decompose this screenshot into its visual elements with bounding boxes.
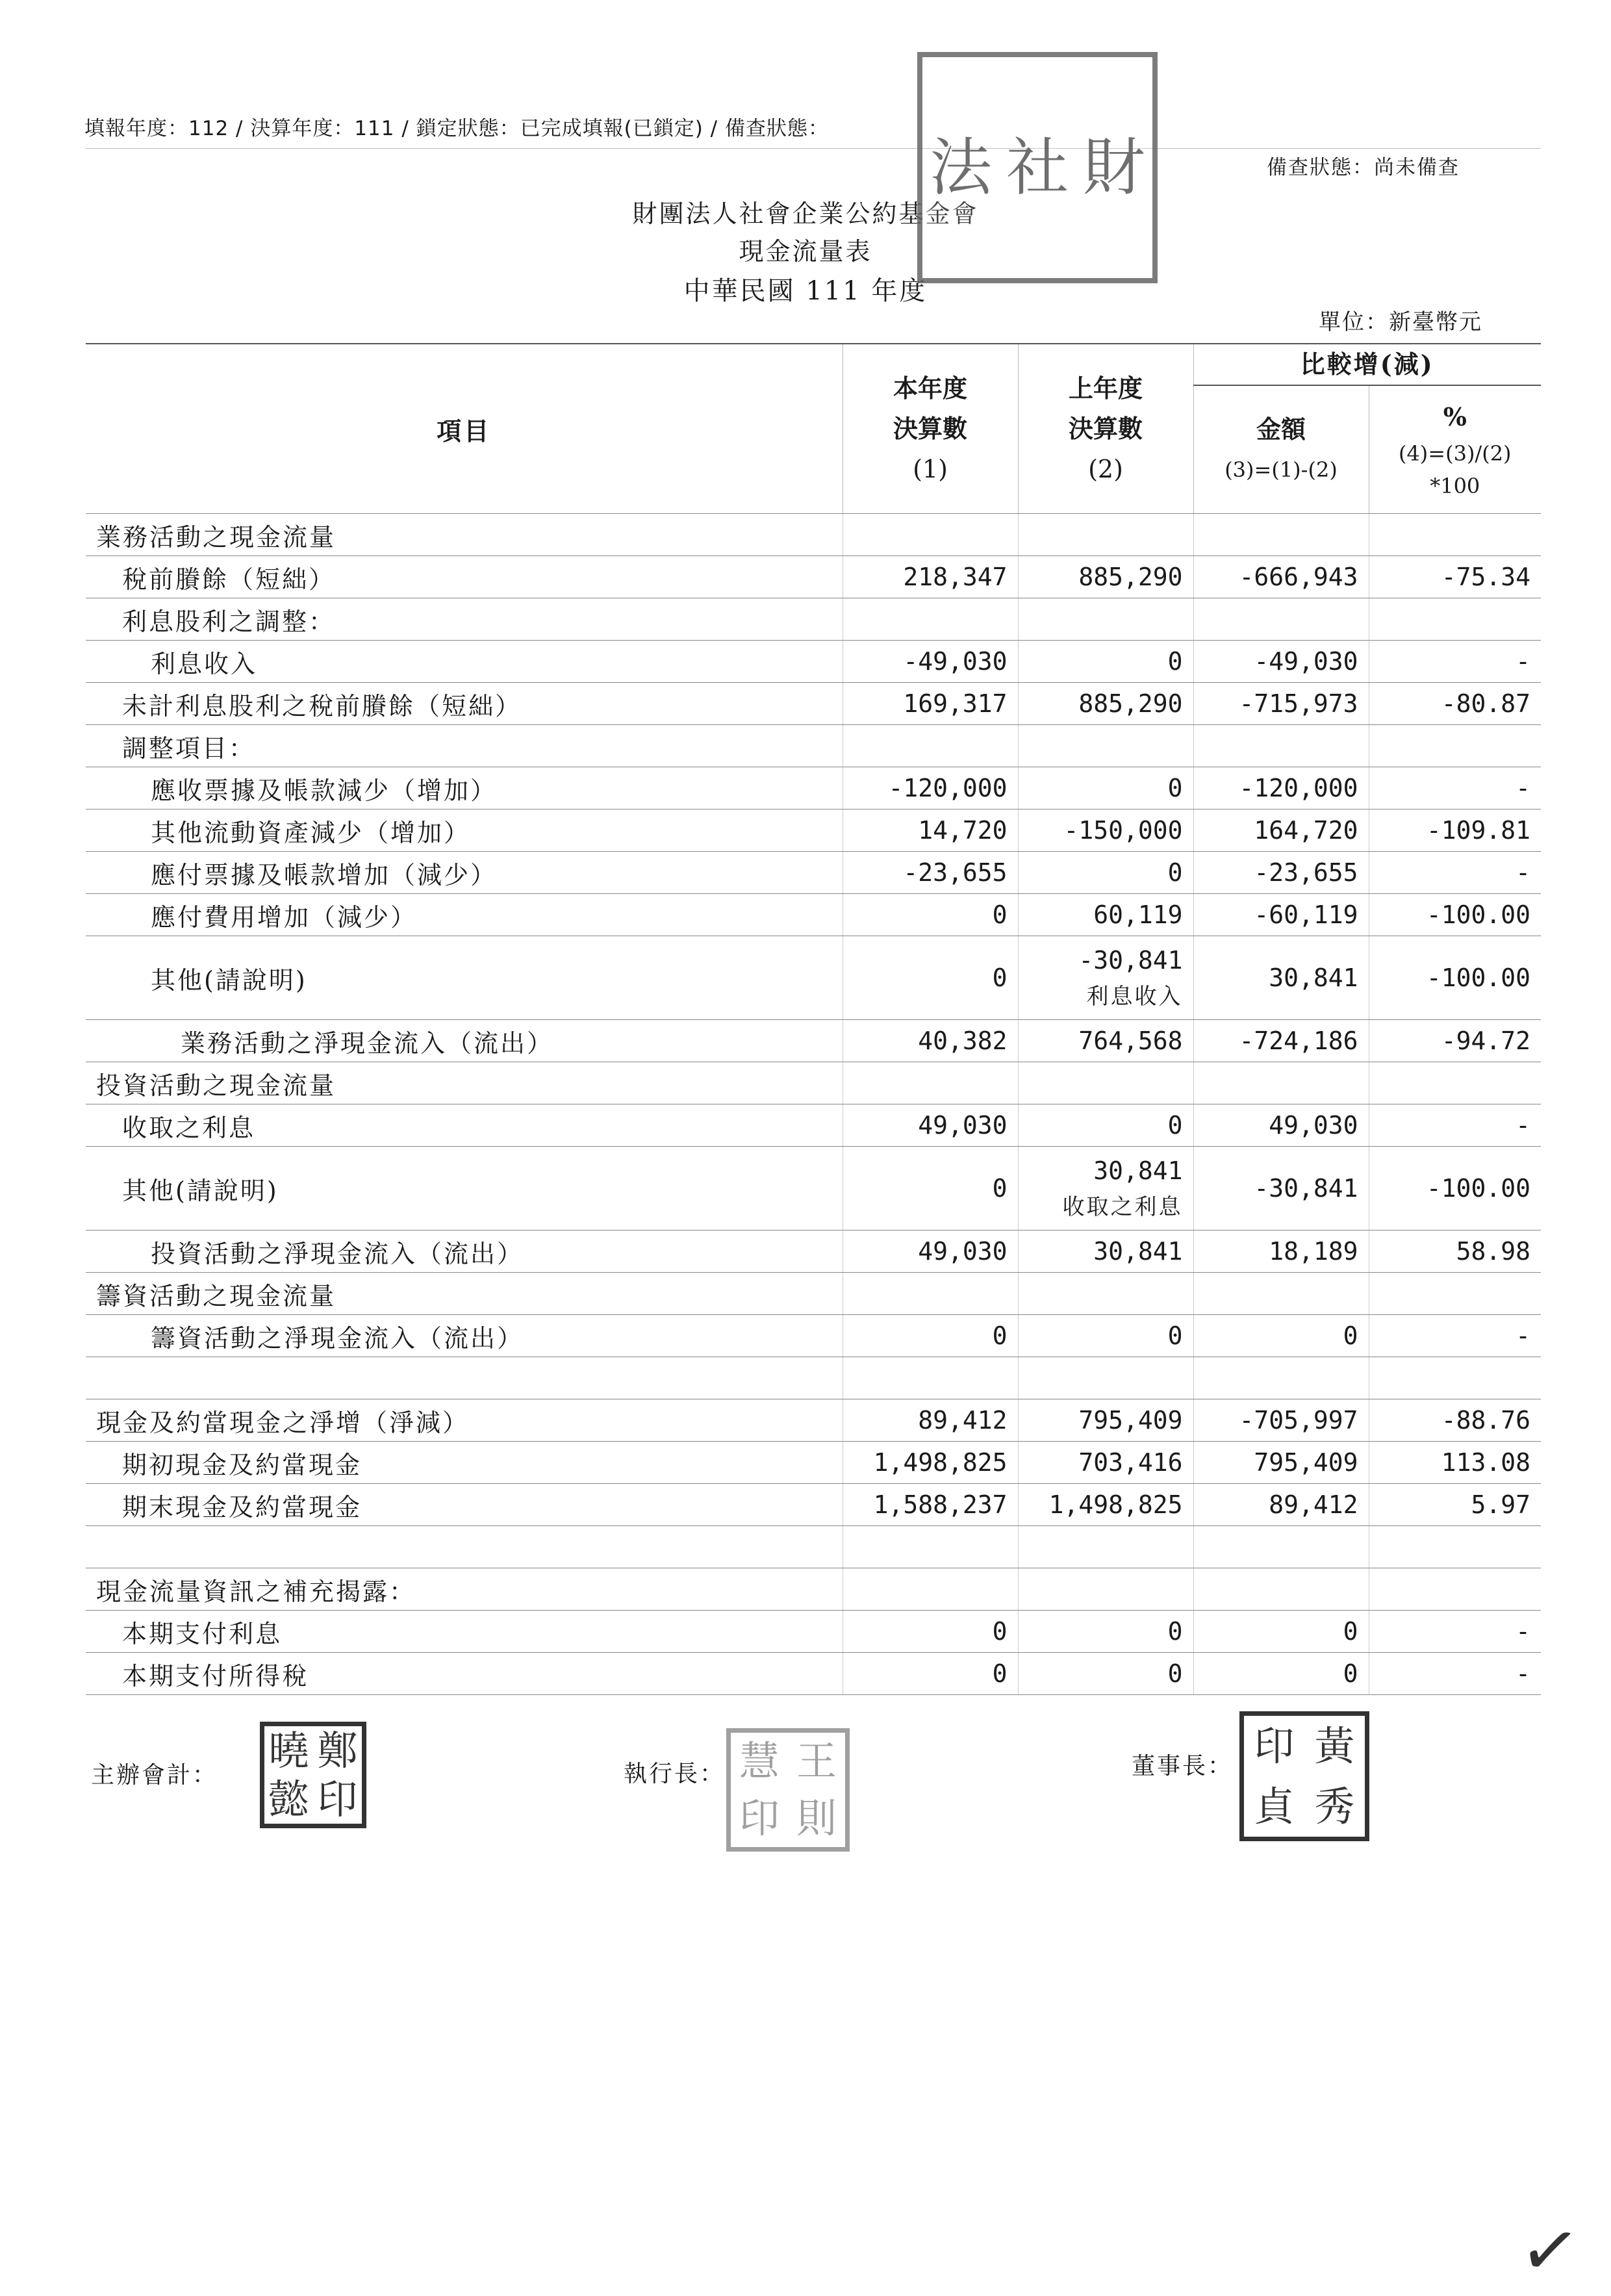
row-label: 本期支付利息: [86, 1611, 843, 1653]
table-row: [86, 852, 1541, 894]
table-row: [86, 936, 1541, 1020]
seal-char: 曉: [268, 1726, 309, 1774]
cell-prior: [1018, 1020, 1193, 1062]
cell-current: 89,412: [843, 1399, 1018, 1442]
row-label: 應付票據及帳款增加（減少）: [86, 852, 843, 894]
cell-current: [843, 1357, 1018, 1399]
table-row: [86, 1020, 1541, 1062]
table-row: [86, 1526, 1541, 1568]
cell-current: 49,030: [843, 1104, 1018, 1147]
cell-prior: [1018, 852, 1193, 894]
row-label: 利息收入: [86, 641, 843, 683]
cell-percent: -80.87: [1369, 683, 1541, 725]
cell-percent: [1369, 1357, 1541, 1399]
cell-current: -120,000: [843, 767, 1018, 810]
frame-top-line: [86, 148, 1541, 149]
row-label: 期初現金及約當現金: [86, 1442, 843, 1484]
cell-prior: [1018, 936, 1193, 1020]
col-header-compare: 比較增(減): [1193, 344, 1541, 385]
ceo-label: 執行長：: [624, 1761, 726, 1787]
cell-amount: -724,186: [1193, 1020, 1369, 1062]
cell-prior: [1018, 1062, 1193, 1104]
cell-amount: [1193, 1526, 1369, 1568]
cell-percent: -: [1369, 1315, 1541, 1357]
report-title: 現金流量表: [739, 237, 872, 266]
chairman-seal: [1239, 1711, 1369, 1841]
cell-current: [843, 1526, 1018, 1568]
cell-current: 169,317: [843, 683, 1018, 725]
table-row: [86, 641, 1541, 683]
table-row: [86, 514, 1541, 556]
col-header-amount: [1193, 385, 1369, 514]
col-pct-line3: *100: [1430, 474, 1480, 498]
col-header-item: 項目: [86, 344, 843, 514]
cell-prior: [1018, 1653, 1193, 1695]
cell-prior-value: 0: [1167, 1659, 1183, 1688]
cell-prior-value: 0: [1167, 1321, 1183, 1350]
row-label: 投資活動之淨現金流入（流出）: [86, 1231, 843, 1273]
ceo-seal: [726, 1728, 850, 1852]
cell-percent: -: [1369, 1104, 1541, 1147]
cell-amount: [1193, 1568, 1369, 1611]
cell-percent: -100.00: [1369, 936, 1541, 1020]
cell-percent: [1369, 598, 1541, 641]
cell-prior: [1018, 514, 1193, 556]
cell-amount: 0: [1193, 1315, 1369, 1357]
accountant-label: 主辦會計：: [91, 1762, 218, 1789]
cell-prior: [1018, 810, 1193, 852]
cell-amount: 49,030: [1193, 1104, 1369, 1147]
cell-prior: [1018, 1526, 1193, 1568]
cell-current: 14,720: [843, 810, 1018, 852]
cell-current: 0: [843, 1147, 1018, 1231]
cell-prior-value: 703,416: [1078, 1448, 1183, 1477]
row-label: 其他(請說明): [86, 936, 843, 1020]
cell-percent: 113.08: [1369, 1442, 1541, 1484]
cell-percent: [1369, 725, 1541, 767]
review-status: 備查狀態：尚未備查: [1267, 156, 1460, 179]
cell-percent: -100.00: [1369, 1147, 1541, 1231]
seal-char: 秀: [1314, 1782, 1355, 1830]
foundation-seal-stamp: [917, 52, 1158, 283]
report-period: 中華民國 111 年度: [683, 276, 928, 306]
row-label: 其他(請說明): [86, 1147, 843, 1231]
cell-prior-value: 0: [1167, 858, 1183, 887]
table-row: [86, 1062, 1541, 1104]
cell-current: 0: [843, 936, 1018, 1020]
cell-percent: -100.00: [1369, 894, 1541, 936]
cell-current: [843, 1568, 1018, 1611]
seal-char: 慧: [739, 1737, 780, 1785]
table-row: [86, 683, 1541, 725]
col-header-percent: [1369, 385, 1541, 514]
cell-amount: [1193, 1062, 1369, 1104]
table-row: [86, 1104, 1541, 1147]
cell-prior-value: 0: [1167, 1617, 1183, 1646]
row-label: 本期支付所得稅: [86, 1653, 843, 1695]
cell-current: -49,030: [843, 641, 1018, 683]
table-row: [86, 1315, 1541, 1357]
row-label: [86, 1357, 843, 1399]
cell-amount: [1193, 598, 1369, 641]
table-row: [86, 767, 1541, 810]
cell-prior-value: 60,119: [1093, 900, 1183, 929]
cell-current: [843, 725, 1018, 767]
currency-unit: 單位：新臺幣元: [1319, 309, 1482, 335]
cell-prior: [1018, 1442, 1193, 1484]
cell-amount: 89,412: [1193, 1484, 1369, 1526]
cell-amount: [1193, 1273, 1369, 1315]
cell-prior-value: 0: [1167, 774, 1183, 802]
col-current-line3: (1): [913, 455, 948, 483]
col-pct-line1: %: [1443, 402, 1467, 431]
cell-prior: [1018, 598, 1193, 641]
cell-prior-note: 利息收入: [1086, 983, 1183, 1010]
cell-percent: [1369, 1568, 1541, 1611]
table-row: [86, 1147, 1541, 1231]
cell-prior-value: -150,000: [1063, 816, 1183, 845]
col-header-prior: [1018, 344, 1193, 514]
table-row: [86, 1484, 1541, 1526]
table-row: [86, 1357, 1541, 1399]
row-label: 稅前賸餘（短絀）: [86, 556, 843, 598]
cell-percent: -75.34: [1369, 556, 1541, 598]
cell-percent: 58.98: [1369, 1231, 1541, 1273]
cell-percent: [1369, 1062, 1541, 1104]
cell-amount: -715,973: [1193, 683, 1369, 725]
col-header-current: [843, 344, 1018, 514]
table-row: [86, 894, 1541, 936]
row-label: 應收票據及帳款減少（增加）: [86, 767, 843, 810]
cell-amount: -120,000: [1193, 767, 1369, 810]
col-prior-line2: 決算數: [1068, 414, 1143, 443]
cell-amount: -23,655: [1193, 852, 1369, 894]
row-label: 應付費用增加（減少）: [86, 894, 843, 936]
cell-percent: [1369, 514, 1541, 556]
row-label: 現金及約當現金之淨增（淨減）: [86, 1399, 843, 1442]
cell-percent: -: [1369, 852, 1541, 894]
col-prior-line1: 上年度: [1068, 374, 1143, 403]
filing-info: 填報年度：112 / 決算年度：111 / 鎖定狀態：已完成填報(已鎖定) / 備查狀態：: [84, 117, 829, 140]
table-row: [86, 598, 1541, 641]
cell-prior: [1018, 767, 1193, 810]
col-current-line1: 本年度: [893, 374, 967, 403]
row-label: 業務活動之淨現金流入（流出）: [86, 1020, 843, 1062]
cell-prior: [1018, 725, 1193, 767]
row-label: 籌資活動之現金流量: [86, 1273, 843, 1315]
table-row: [86, 1442, 1541, 1484]
cell-prior: [1018, 1484, 1193, 1526]
cell-current: [843, 598, 1018, 641]
cell-current: 1,588,237: [843, 1484, 1018, 1526]
col-current-line2: 決算數: [893, 414, 967, 443]
cell-prior: [1018, 556, 1193, 598]
cell-prior-value: 885,290: [1078, 689, 1183, 718]
cell-percent: -: [1369, 1611, 1541, 1653]
seal-char: 印: [317, 1775, 358, 1823]
cell-prior: [1018, 1568, 1193, 1611]
seal-char: 則: [796, 1794, 837, 1842]
cell-prior-note: 收取之利息: [1062, 1193, 1183, 1220]
cell-prior-value: 885,290: [1078, 563, 1183, 591]
seal-char: 王: [796, 1737, 837, 1785]
cell-prior: [1018, 1611, 1193, 1653]
cell-amount: [1193, 725, 1369, 767]
table-row: [86, 1653, 1541, 1695]
cell-prior: [1018, 641, 1193, 683]
table-row: [86, 1231, 1541, 1273]
seal-char: 貞: [1254, 1782, 1295, 1830]
row-label: 投資活動之現金流量: [86, 1062, 843, 1104]
seal-char: 印: [1254, 1722, 1295, 1770]
accountant-seal: [260, 1722, 366, 1828]
cell-percent: -: [1369, 641, 1541, 683]
cell-prior-value: -30,841: [1078, 945, 1183, 975]
cell-prior: [1018, 1147, 1193, 1231]
cell-percent: -: [1369, 767, 1541, 810]
cell-prior-value: 1,498,825: [1048, 1490, 1183, 1519]
cell-current: [843, 1273, 1018, 1315]
cell-prior: [1018, 1357, 1193, 1399]
cell-prior: [1018, 1104, 1193, 1147]
cell-current: 218,347: [843, 556, 1018, 598]
row-label: 調整項目：: [86, 725, 843, 767]
col-amount-line2: (3)=(1)-(2): [1224, 457, 1338, 482]
row-label: 其他流動資產減少（增加）: [86, 810, 843, 852]
cell-amount: 0: [1193, 1611, 1369, 1653]
cell-amount: [1193, 1357, 1369, 1399]
seal-char: 財: [1083, 131, 1145, 204]
col-pct-line2: (4)=(3)/(2): [1398, 441, 1512, 466]
cell-percent: -109.81: [1369, 810, 1541, 852]
table-row: [86, 1273, 1541, 1315]
cell-amount: -705,997: [1193, 1399, 1369, 1442]
row-label: [86, 1526, 843, 1568]
cell-prior: [1018, 1231, 1193, 1273]
cell-current: [843, 514, 1018, 556]
cell-percent: -: [1369, 1653, 1541, 1695]
check-mark: ✓: [1514, 2205, 1586, 2296]
cell-amount: [1193, 514, 1369, 556]
cell-amount: 18,189: [1193, 1231, 1369, 1273]
seal-char: 社: [1006, 131, 1069, 204]
table-row: [86, 725, 1541, 767]
cell-amount: -30,841: [1193, 1147, 1369, 1231]
cell-current: 0: [843, 894, 1018, 936]
cell-current: 0: [843, 1611, 1018, 1653]
table-row: [86, 556, 1541, 598]
cell-current: -23,655: [843, 852, 1018, 894]
seal-char: 印: [739, 1794, 780, 1842]
org-title: 財團法人社會企業公約基金會: [632, 199, 979, 228]
col-prior-line3: (2): [1088, 455, 1123, 483]
table-row: [86, 810, 1541, 852]
cell-prior-value: 795,409: [1078, 1406, 1183, 1435]
cell-percent: -88.76: [1369, 1399, 1541, 1442]
cell-prior-value: 0: [1167, 1111, 1183, 1140]
row-label: 收取之利息: [86, 1104, 843, 1147]
col-amount-line1: 金額: [1256, 415, 1306, 444]
cell-prior: [1018, 683, 1193, 725]
cash-flow-rows: [86, 514, 1541, 1695]
seal-char: 懿: [268, 1775, 309, 1823]
cell-amount: 0: [1193, 1653, 1369, 1695]
cell-amount: -666,943: [1193, 556, 1369, 598]
cell-amount: -60,119: [1193, 894, 1369, 936]
seal-char: 鄭: [317, 1726, 358, 1774]
cell-prior: [1018, 1273, 1193, 1315]
cell-amount: -49,030: [1193, 641, 1369, 683]
cell-amount: 30,841: [1193, 936, 1369, 1020]
cell-prior-value: 764,568: [1078, 1027, 1183, 1055]
table-row: [86, 1611, 1541, 1653]
cell-current: 1,498,825: [843, 1442, 1018, 1484]
cell-prior: [1018, 1399, 1193, 1442]
cell-current: 0: [843, 1315, 1018, 1357]
cell-prior-value: 30,841: [1093, 1237, 1183, 1266]
cell-prior: [1018, 894, 1193, 936]
row-label: 現金流量資訊之補充揭露：: [86, 1568, 843, 1611]
row-label: 未計利息股利之稅前賸餘（短絀）: [86, 683, 843, 725]
chairman-label: 董事長：: [1132, 1753, 1234, 1779]
cell-percent: -94.72: [1369, 1020, 1541, 1062]
cell-percent: [1369, 1526, 1541, 1568]
cell-prior-value: 0: [1167, 647, 1183, 676]
table-row: [86, 1399, 1541, 1442]
cash-flow-table: [86, 343, 1541, 1695]
seal-char: 黃: [1314, 1722, 1355, 1770]
cell-prior-value: 30,841: [1093, 1156, 1183, 1185]
table-row: [86, 1568, 1541, 1611]
cell-current: 0: [843, 1653, 1018, 1695]
cell-percent: [1369, 1273, 1541, 1315]
cell-amount: 164,720: [1193, 810, 1369, 852]
seal-char: 法: [930, 131, 992, 204]
row-label: 業務活動之現金流量: [86, 514, 843, 556]
row-label: 期末現金及約當現金: [86, 1484, 843, 1526]
cell-prior: [1018, 1315, 1193, 1357]
cell-current: 49,030: [843, 1231, 1018, 1273]
row-label: 利息股利之調整：: [86, 598, 843, 641]
cell-percent: 5.97: [1369, 1484, 1541, 1526]
cell-current: 40,382: [843, 1020, 1018, 1062]
cell-amount: 795,409: [1193, 1442, 1369, 1484]
cell-current: [843, 1062, 1018, 1104]
row-label: 籌資活動之淨現金流入（流出）: [86, 1315, 843, 1357]
